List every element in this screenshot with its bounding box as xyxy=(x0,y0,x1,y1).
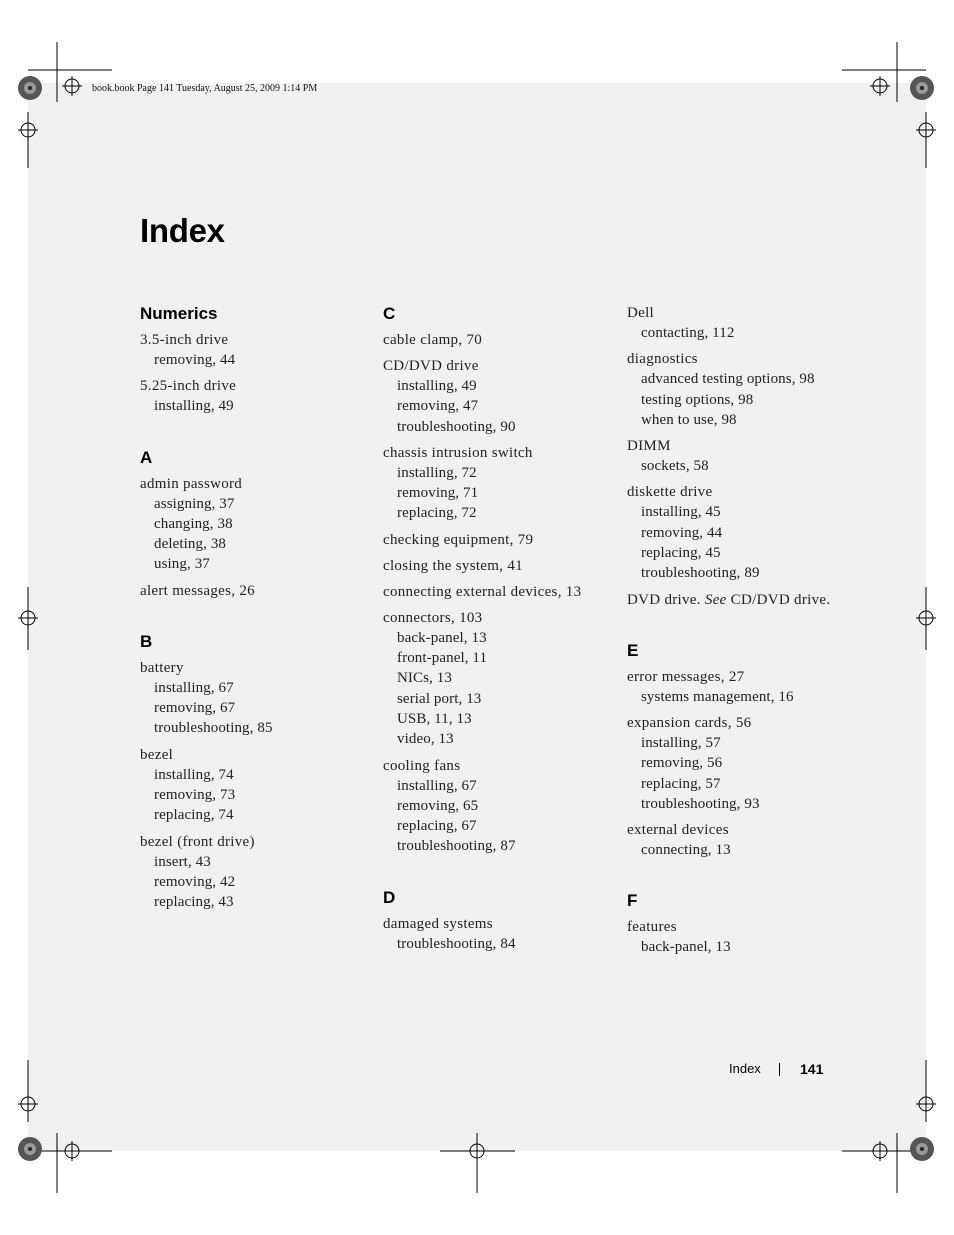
index-term-text: closing the system, 41 xyxy=(383,557,523,574)
index-term xyxy=(140,330,370,350)
index-term-text: admin password xyxy=(140,475,243,492)
index-subentry: installing, 72 xyxy=(397,464,477,481)
index-subentry: troubleshooting, 84 xyxy=(397,935,516,952)
index-entry xyxy=(627,349,857,430)
section-heading: B xyxy=(140,631,153,651)
index-subentry: systems management, 16 xyxy=(641,688,794,705)
index-subentry: connecting, 13 xyxy=(641,842,731,859)
index-term-text: connectors, 103 xyxy=(383,609,483,626)
index-subentry: removing, 44 xyxy=(641,524,723,541)
index-entry xyxy=(140,745,370,826)
index-term xyxy=(383,582,613,602)
section-heading: F xyxy=(627,891,638,911)
index-term-text: diagnostics xyxy=(627,351,698,368)
index-term xyxy=(140,581,370,601)
index-subentry: sockets, 58 xyxy=(641,458,709,475)
index-subentry: troubleshooting, 89 xyxy=(641,565,760,582)
index-subentry: back-panel, 13 xyxy=(397,629,487,646)
index-subentry: installing, 67 xyxy=(397,777,477,794)
index-term xyxy=(627,917,857,937)
index-term xyxy=(627,349,857,369)
index-entry xyxy=(627,917,857,957)
index-term xyxy=(383,443,613,463)
index-section xyxy=(140,631,370,913)
index-term-text: error messages, 27 xyxy=(627,668,745,685)
index-subentry: USB, 11, 13 xyxy=(397,710,472,727)
index-term xyxy=(627,590,857,610)
index-subentry: NICs, 13 xyxy=(397,670,452,687)
index-subentry: serial port, 13 xyxy=(397,690,482,707)
index-term xyxy=(383,330,613,350)
index-term-text: alert messages, 26 xyxy=(140,582,255,599)
section-heading: Numerics xyxy=(140,304,218,323)
index-entry xyxy=(140,658,370,739)
index-term xyxy=(140,745,370,765)
index-term-text: bezel xyxy=(140,746,174,763)
index-subentry: video, 13 xyxy=(397,731,454,748)
index-entry xyxy=(627,713,857,814)
index-term-text: DIMM xyxy=(627,438,671,455)
index-term-text: chassis intrusion switch xyxy=(383,444,533,461)
index-subentry: installing, 57 xyxy=(641,734,721,751)
index-subentry: troubleshooting, 87 xyxy=(397,838,516,855)
index-term-text: cooling fans xyxy=(383,757,461,774)
index-entry xyxy=(140,330,370,370)
index-entry xyxy=(140,581,370,601)
index-section xyxy=(383,887,613,954)
index-subentry: installing, 49 xyxy=(154,398,234,415)
index-term xyxy=(627,303,857,323)
index-term xyxy=(383,530,613,550)
index-subentry: installing, 67 xyxy=(154,679,234,696)
index-term xyxy=(383,356,613,376)
see-reference: See xyxy=(704,591,727,608)
index-term xyxy=(383,914,613,934)
index-term-text: expansion cards, 56 xyxy=(627,714,752,731)
index-subentry: replacing, 67 xyxy=(397,818,477,835)
index-entry xyxy=(627,667,857,707)
index-subentry: troubleshooting, 93 xyxy=(641,795,760,812)
index-subentry: removing, 73 xyxy=(154,786,236,803)
index-term xyxy=(383,608,613,628)
index-subentry: assigning, 37 xyxy=(154,495,235,512)
index-subentry: replacing, 57 xyxy=(641,775,721,792)
index-entry xyxy=(627,820,857,860)
footer-divider xyxy=(779,1063,780,1076)
index-term-text: diskette drive xyxy=(627,484,713,501)
index-term-text: battery xyxy=(140,659,184,676)
index-term xyxy=(627,482,857,502)
index-subentry: replacing, 45 xyxy=(641,545,721,562)
index-subentry: removing, 67 xyxy=(154,700,236,717)
index-subentry: installing, 74 xyxy=(154,766,234,783)
index-subentry: removing, 42 xyxy=(154,873,236,890)
section-heading: E xyxy=(627,640,639,660)
index-subentry: removing, 65 xyxy=(397,797,479,814)
index-term-text: Dell xyxy=(627,305,655,321)
index-term-text: 3.5-inch drive xyxy=(140,332,229,348)
index-entry xyxy=(140,832,370,913)
index-section xyxy=(627,303,857,610)
index-entry xyxy=(383,443,613,524)
see-target: CD/DVD drive. xyxy=(730,591,831,608)
index-term-text: damaged systems xyxy=(383,915,493,932)
page-title: Index xyxy=(140,212,225,249)
index-section xyxy=(140,447,370,601)
index-subentry: contacting, 112 xyxy=(641,325,735,341)
index-column-2 xyxy=(383,303,613,984)
index-subentry: insert, 43 xyxy=(154,853,211,870)
index-entry xyxy=(627,303,857,343)
index-entry xyxy=(383,914,613,954)
index-term-text: features xyxy=(627,919,677,936)
index-term xyxy=(383,756,613,776)
index-term xyxy=(140,658,370,678)
index-column-3 xyxy=(627,303,857,988)
section-heading: A xyxy=(140,447,153,467)
index-term-text: checking equipment, 79 xyxy=(383,531,534,548)
index-subentry: troubleshooting, 85 xyxy=(154,720,273,737)
section-heading: D xyxy=(383,887,396,907)
index-entry xyxy=(383,556,613,576)
index-term-text: 5.25-inch drive xyxy=(140,378,237,395)
index-entry xyxy=(383,356,613,437)
section-heading: C xyxy=(383,304,396,323)
index-subentry: using, 37 xyxy=(154,556,210,573)
index-subentry: replacing, 43 xyxy=(154,894,234,911)
print-header: book.book Page 141 Tuesday, August 25, 2009 1:14 PM xyxy=(92,83,318,94)
index-term-text: connecting external devices, 13 xyxy=(383,583,582,600)
index-subentry: removing, 71 xyxy=(397,485,479,502)
index-entry xyxy=(383,530,613,550)
index-entry xyxy=(627,436,857,476)
footer-section-label: Index xyxy=(729,1061,761,1076)
index-subentry: deleting, 38 xyxy=(154,536,227,553)
index-term-text: DVD drive. xyxy=(627,591,701,608)
index-section xyxy=(140,303,370,417)
index-subentry: back-panel, 13 xyxy=(641,939,731,956)
index-term xyxy=(140,474,370,494)
index-term xyxy=(627,436,857,456)
index-section xyxy=(383,303,613,857)
index-entry xyxy=(383,330,613,350)
index-entry xyxy=(383,608,613,750)
index-subentry: installing, 45 xyxy=(641,504,721,521)
index-entry xyxy=(627,590,857,610)
index-subentry: when to use, 98 xyxy=(641,411,737,428)
index-term xyxy=(627,820,857,840)
index-subentry: installing, 49 xyxy=(397,378,477,394)
index-entry xyxy=(140,474,370,575)
index-term-text: CD/DVD drive xyxy=(383,358,479,374)
index-term xyxy=(627,713,857,733)
index-entry xyxy=(140,376,370,416)
index-subentry: replacing, 74 xyxy=(154,807,234,824)
index-subentry: troubleshooting, 90 xyxy=(397,418,516,435)
page-number: 141 xyxy=(800,1061,824,1077)
index-term xyxy=(627,667,857,687)
index-column-1 xyxy=(140,303,370,942)
index-term-text: bezel (front drive) xyxy=(140,833,255,850)
index-subentry: removing, 56 xyxy=(641,755,723,772)
index-subentry: removing, 47 xyxy=(397,398,479,415)
index-term xyxy=(140,832,370,852)
index-section xyxy=(627,640,857,861)
index-section xyxy=(627,890,857,957)
index-entry xyxy=(383,582,613,602)
index-subentry: changing, 38 xyxy=(154,515,233,532)
index-term xyxy=(140,376,370,396)
index-subentry: removing, 44 xyxy=(154,352,236,368)
index-term-text: external devices xyxy=(627,822,729,839)
index-entry xyxy=(627,482,857,583)
index-entry xyxy=(383,756,613,857)
index-subentry: front-panel, 11 xyxy=(397,650,488,667)
index-term xyxy=(383,556,613,576)
index-subentry: advanced testing options, 98 xyxy=(641,371,815,388)
index-subentry: testing options, 98 xyxy=(641,391,754,408)
index-subentry: replacing, 72 xyxy=(397,505,477,522)
index-term-text: cable clamp, 70 xyxy=(383,332,483,348)
